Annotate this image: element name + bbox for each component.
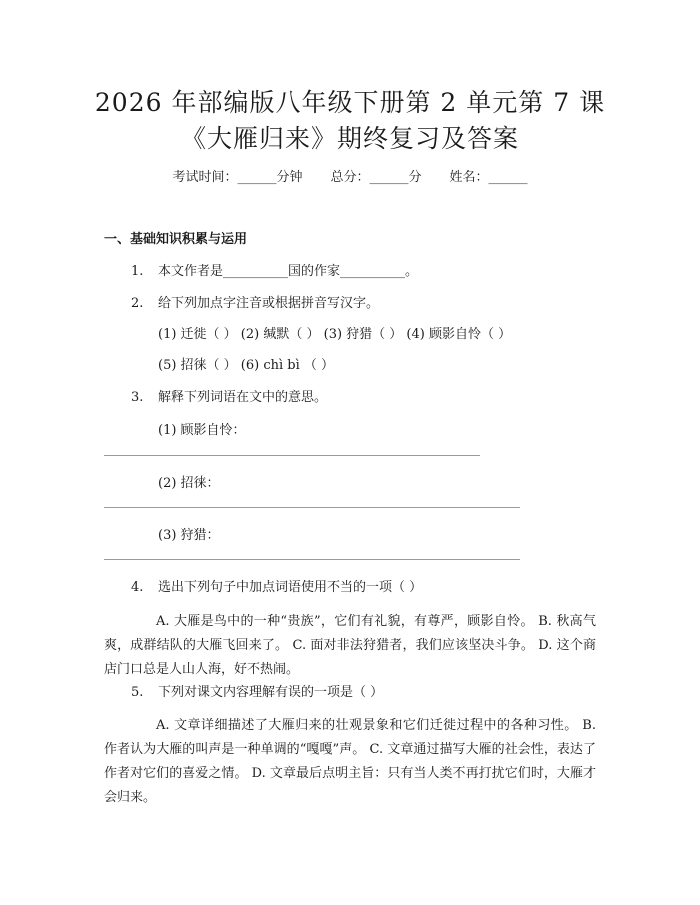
question-subitem: (2) 招徕： (158, 476, 220, 491)
question-subitems: (5) 招徕（ ） (6) chì bì （ ） (158, 358, 335, 373)
answer-line (104, 507, 520, 508)
question-number: 4. (131, 580, 144, 595)
page-title-line2: 《大雁归来》期终复习及答案 (180, 124, 519, 153)
exam-time-label: 考试时间：______分钟 (172, 170, 303, 185)
question-text: 解释下列词语在文中的意思。 (158, 390, 328, 405)
question-subitem: (3) 狩猎： (158, 528, 220, 543)
question-number: 2. (131, 296, 144, 311)
question-text: 下列对课文内容理解有误的一项是（ ） (158, 685, 384, 700)
student-name-label: 姓名：______ (449, 170, 528, 185)
total-score-label: 总分：______分 (330, 170, 422, 185)
page-title-line1: 2026 年部编版八年级下册第 2 单元第 7 课 (94, 88, 606, 117)
section-title: 一、基础知识积累与运用 (104, 232, 248, 247)
question-number: 3. (131, 390, 144, 405)
question-text: 选出下列句子中加点词语使用不当的一项（ ） (158, 580, 423, 595)
exam-meta (0, 170, 700, 186)
question-number: 5. (131, 685, 144, 700)
question-number: 1. (131, 264, 144, 279)
answer-line (104, 559, 520, 560)
question-text: 本文作者是__________国的作家__________。 (158, 264, 419, 279)
question-options: A. 文章详细描述了大雁归来的壮观景象和它们迁徙过程中的各种习性。 B. 作者认为大雁的叫声是一种单调的“嘎嘎”声。 C. 文章通过描写大雁的社会性，表达了作者对它们的喜爱之情。 D. 文章最后点明主旨：只有当人类不再打扰它们时，大雁才会归来。 (104, 718, 596, 805)
answer-line (104, 455, 480, 456)
question-options: A. 大雁是鸟中的一种“贵族”，它们有礼貌，有尊严，顾影自怜。 B. 秋高气爽，成群结队的大雁飞回来了。 C. 面对非法狩猎者，我们应该坚决斗争。 D. 这个商店门口总是人山人海，好不热闹。 (104, 614, 596, 677)
question-text: 给下列加点字注音或根据拼音写汉字。 (158, 296, 380, 311)
question-subitems: (1) 迁徙（ ） (2) 缄默（ ） (3) 狩猎（ ） (4) 顾影自怜（ ） (158, 327, 512, 342)
question-subitem: (1) 顾影自怜： (158, 423, 246, 438)
